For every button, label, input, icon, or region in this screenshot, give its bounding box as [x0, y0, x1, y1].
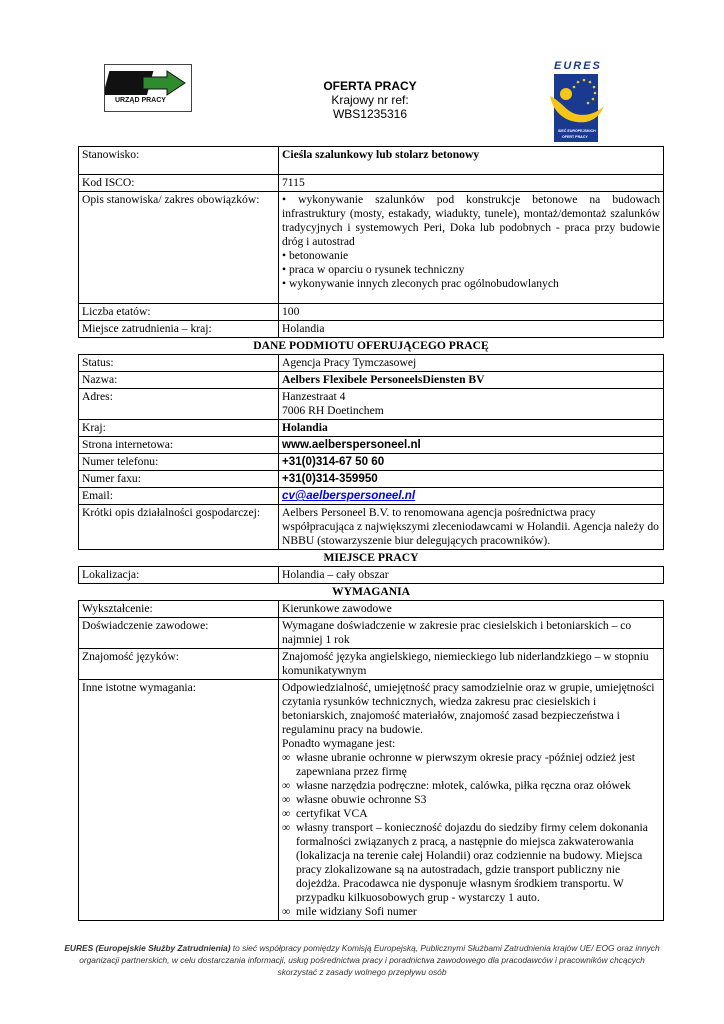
fax-label: Numer faxu: [79, 471, 279, 488]
email-cell [279, 488, 664, 505]
posts-value: 100 [279, 304, 664, 321]
requirement-item [282, 751, 660, 779]
kraj-label: Kraj: [79, 420, 279, 437]
row-description [79, 505, 664, 550]
section-location [79, 550, 664, 567]
urzad-pracy-arrow-icon [105, 65, 191, 111]
row-location [79, 567, 664, 584]
location-section-title: MIEJSCE PRACY [79, 550, 664, 567]
ref-label: Krajowy nr ref: [331, 93, 409, 107]
requirement-item [282, 793, 660, 807]
name-value: Aelbers Flexibele PersoneelsDiensten BV [279, 372, 664, 389]
requirement-text: certyfikat VCA [296, 807, 368, 820]
requirement-text: własny transport – konieczność dojazdu do siedziby firmy celem dokonania formalności związanych z pracą, a następnie do miejsca zakwaterowania (lokalizacja na terenie całej Holandii) oraz codziennie na budowy. Miejsca pracy zlokalizowane są na autostradach, gdzie transport publiczny nie dojeżdża. Pracodawca nie dysponuje własnym środkiem transportu. W przypadku kilkuosobowych grup - wystarczy 1 auto. [296, 821, 648, 904]
address-label: Adres: [79, 389, 279, 420]
description-value: Aelbers Personeel B.V. to renomowana agencja pośrednictwa pracy współpracująca z największymi zleceniodawcami w Holandii. Agencja należy do NBBU (stowarzyszenie biur delegujących pracowników). [279, 505, 664, 550]
urzad-pracy-logo [104, 64, 192, 112]
duty-text: praca w oparciu o rysunek techniczny [288, 263, 465, 276]
duty-item [282, 193, 660, 249]
row-position [79, 147, 664, 175]
isco-label: Kod ISCO: [79, 175, 279, 192]
duties-label: Opis stanowiska/ zakres obowiązków: [79, 192, 279, 304]
eures-emblem-icon [544, 72, 610, 144]
other-intro: Odpowiedzialność, umiejętność pracy samodzielnie oraz w grupie, umiejętności czytania rysunków technicznych, wiedza zakresu prac ciesielskich i betoniarskich, znajomość materiałów, znajomość zasad bezpieczeństwa i regulaminu pracy na budowie. [282, 681, 655, 736]
phone-value: +31(0)314-67 50 60 [279, 454, 664, 471]
infinity-bullet-icon: ∞ [282, 793, 291, 806]
eures-logo [544, 60, 610, 146]
name-label: Nazwa: [79, 372, 279, 389]
education-label: Wykształcenie: [79, 601, 279, 618]
duty-bullet: • [282, 249, 287, 262]
email-label: Email: [79, 488, 279, 505]
phone-label: Numer telefonu: [79, 454, 279, 471]
status-value: Agencja Pracy Tymczasowej [279, 355, 664, 372]
other-label: Inne istotne wymagania: [79, 680, 279, 921]
other-also: Ponadto wymagane jest: [282, 737, 396, 750]
section-requirements [79, 584, 664, 601]
requirement-item [282, 905, 660, 919]
infinity-bullet-icon: ∞ [282, 905, 291, 918]
infinity-bullet-icon: ∞ [282, 807, 291, 820]
requirements-section-title: WYMAGANIA [79, 584, 664, 601]
row-other [79, 680, 664, 921]
email-link[interactable]: cv@aelberspersoneel.nl [282, 489, 416, 502]
duty-text: wykonywanie szalunków pod konstrukcje betonowe na budowach infrastruktury (mosty, estakady, wiadukty, tunele), montaż/demontaż szalunków tradycyjnych i systemowych Peri, Doka lub podobnych - praca przy budowie dróg i autostrad [282, 193, 660, 248]
country-label: Miejsce zatrudnienia – kraj: [79, 321, 279, 338]
country-value: Holandia [279, 321, 664, 338]
position-label: Stanowisko: [79, 147, 279, 175]
duty-text: betonowanie [288, 249, 349, 262]
row-duties [79, 192, 664, 304]
address-value [279, 389, 664, 420]
eures-logo-text: EURES [554, 60, 602, 72]
infinity-bullet-icon: ∞ [282, 779, 291, 792]
location-label: Lokalizacja: [79, 567, 279, 584]
offer-header [270, 80, 470, 121]
duty-item [282, 277, 660, 291]
kraj-value: Holandia [279, 420, 664, 437]
footer-text: to sieć współpracy pomiędzy Komisją Europejską, Publicznymi Służbami Zatrudnienia krajów UE/ EOG oraz innych organizacji partnerskich, w celu dostarczania informacji, usług pośrednictwa pracy i poradnictwa zawodowego dla pracodawców i pracowników chcących skorzystać z zasady wolnego przepływu osób [79, 943, 660, 977]
section-employer [79, 338, 664, 355]
duty-item [282, 263, 660, 277]
duty-bullet: • [282, 277, 287, 290]
requirement-text: mile widziany Sofi numer [296, 905, 417, 918]
requirement-item [282, 807, 660, 821]
duty-bullet: • [282, 193, 287, 206]
page-title: OFERTA PRACY [323, 79, 417, 93]
row-experience [79, 618, 664, 649]
requirement-item [282, 821, 660, 905]
row-phone [79, 454, 664, 471]
job-offer-table [78, 146, 664, 921]
requirement-text: własne ubranie ochronne w pierwszym okresie pracy -później odzież jest zapewniana przez firmę [296, 751, 635, 778]
address-line-2: 7006 RH Doetinchem [282, 404, 384, 417]
languages-value: Znajomość języka angielskiego, niemieckiego lub niderlandzkiego – w stopniu komunikatywnym [279, 649, 664, 680]
posts-label: Liczba etatów: [79, 304, 279, 321]
eures-sub-text-1: SIEĆ EUROPEJSKICH [558, 129, 596, 133]
row-kraj [79, 420, 664, 437]
urzad-pracy-logo-text: URZĄD PRACY [115, 97, 166, 104]
isco-value: 7115 [279, 175, 664, 192]
eures-sub-text-2: OFERT PRACY [562, 135, 588, 139]
www-value: www.aelberspersoneel.nl [279, 437, 664, 454]
page-footer [60, 942, 664, 978]
other-value [279, 680, 664, 921]
address-line-1: Hanzestraat 4 [282, 390, 346, 403]
duty-item [282, 249, 660, 263]
experience-label: Doświadczenie zawodowe: [79, 618, 279, 649]
experience-value: Wymagane doświadczenie w zakresie prac ciesielskich i betoniarskich – co najmniej 1 rok [279, 618, 664, 649]
www-label: Strona internetowa: [79, 437, 279, 454]
row-www [79, 437, 664, 454]
duties-list [279, 192, 664, 304]
row-posts [79, 304, 664, 321]
row-languages [79, 649, 664, 680]
duty-text: wykonywanie innych zleconych prac ogólnobudowlanych [288, 277, 559, 290]
languages-label: Znajomość języków: [79, 649, 279, 680]
duty-bullet: • [282, 263, 287, 276]
row-fax [79, 471, 664, 488]
employer-section-title: DANE PODMIOTU OFERUJĄCEGO PRACĘ [79, 338, 664, 355]
row-email [79, 488, 664, 505]
status-label: Status: [79, 355, 279, 372]
fax-value: +31(0)314-359950 [279, 471, 664, 488]
ref-number: WBS1235316 [332, 107, 408, 121]
infinity-bullet-icon: ∞ [282, 751, 291, 764]
description-label: Krótki opis działalności gospodarczej: [79, 505, 279, 550]
row-name [79, 372, 664, 389]
row-address [79, 389, 664, 420]
row-status [79, 355, 664, 372]
education-value: Kierunkowe zawodowe [279, 601, 664, 618]
requirement-text: własne narzędzia podręczne: młotek, calówka, piłka ręczna oraz ołówek [296, 779, 631, 792]
position-value: Cieśla szalunkowy lub stolarz betonowy [279, 147, 664, 175]
row-isco [79, 175, 664, 192]
requirement-text: własne obuwie ochronne S3 [296, 793, 427, 806]
requirement-item [282, 779, 660, 793]
location-value: Holandia – cały obszar [279, 567, 664, 584]
infinity-bullet-icon: ∞ [282, 821, 291, 834]
row-education [79, 601, 664, 618]
footer-lead: EURES (Europejskie Służby Zatrudnienia) [64, 943, 231, 953]
row-country [79, 321, 664, 338]
